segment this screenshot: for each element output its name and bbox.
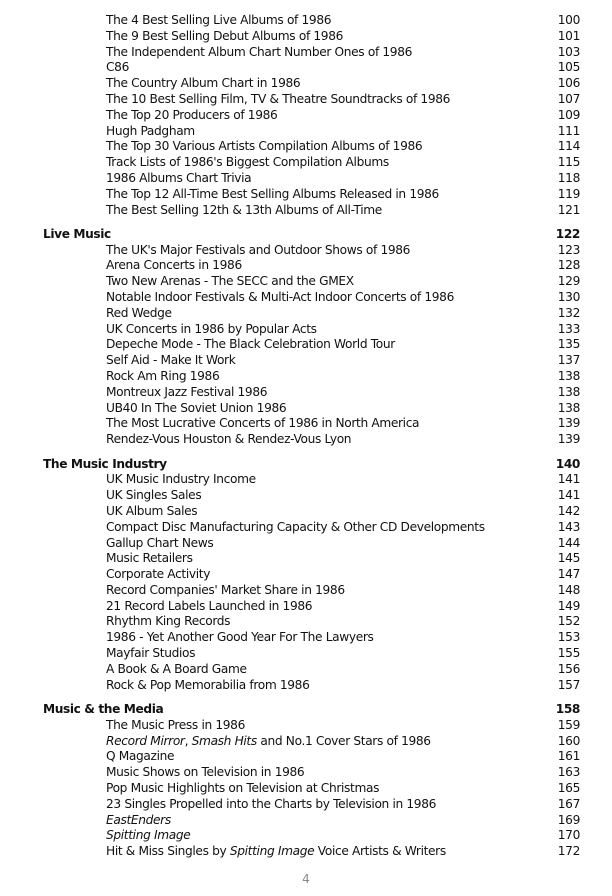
toc-entry[interactable] — [0, 813, 612, 829]
title-text: The Top 20 Producers of 1986 — [106, 107, 278, 122]
toc-entry[interactable] — [0, 155, 612, 171]
toc-section — [0, 702, 612, 860]
title-text: 1986 Albums Chart Trivia — [106, 170, 252, 185]
section-heading[interactable] — [0, 457, 612, 473]
toc-entry-page: 163 — [557, 765, 580, 780]
toc-entry[interactable] — [0, 353, 612, 369]
title-text: 23 Singles Propelled into the Charts by Television in 1986 — [106, 796, 436, 811]
toc-entry-title — [106, 60, 129, 76]
toc-entry-title — [106, 243, 410, 259]
toc-entry-title — [106, 187, 439, 203]
toc-entry-page: 141 — [557, 488, 580, 503]
toc-entry-title — [106, 844, 446, 860]
toc-entry-title — [106, 828, 190, 844]
title-text: Music Retailers — [106, 551, 193, 566]
toc-entry-page: 142 — [557, 503, 580, 518]
toc-entry[interactable] — [0, 718, 612, 734]
toc-entry-title — [106, 108, 277, 124]
title-text: Notable Indoor Festivals & Multi-Act Indoor Concerts of 1986 — [106, 290, 454, 305]
toc-entry-page: 147 — [557, 567, 580, 582]
toc-entry[interactable] — [0, 243, 612, 259]
title-text: The 9 Best Selling Debut Albums of 1986 — [106, 28, 344, 43]
toc-entry-page: 139 — [557, 432, 580, 447]
toc-entry-page: 156 — [557, 661, 580, 676]
toc-entry-page: 133 — [557, 321, 580, 336]
toc-section — [0, 457, 612, 694]
page-number: 4 — [302, 872, 310, 886]
italic-title-text: EastEnders — [106, 812, 171, 827]
toc-entry-page: 167 — [557, 796, 580, 811]
toc-entry-title — [106, 536, 213, 552]
toc-entry-page: 138 — [557, 369, 580, 384]
section-heading-page: 122 — [555, 226, 580, 241]
toc-entry-title — [106, 718, 245, 734]
toc-entry[interactable] — [0, 567, 612, 583]
toc-entry[interactable] — [0, 187, 612, 203]
title-text: The Best Selling 12th & 13th Albums of All-Time — [106, 202, 382, 217]
toc-entry-title — [106, 432, 351, 448]
title-text: The 4 Best Selling Live Albums of 1986 — [106, 13, 332, 27]
title-text: and No.1 Cover Stars of 1986 — [256, 733, 431, 748]
toc-entry[interactable] — [0, 520, 612, 536]
toc-entry[interactable] — [0, 630, 612, 646]
title-text: Pop Music Highlights on Television at Christmas — [106, 780, 380, 795]
toc-entry-title — [106, 322, 317, 338]
toc-entry-title — [106, 678, 309, 694]
toc-entry-page: 138 — [557, 384, 580, 399]
toc-entry[interactable] — [0, 171, 612, 187]
title-text: Depeche Mode - The Black Celebration World Tour — [106, 337, 395, 352]
toc-entry-page: 103 — [557, 44, 580, 59]
title-text: Rendez-Vous Houston & Rendez-Vous Lyon — [106, 432, 352, 447]
toc-entry-title — [106, 765, 304, 781]
toc-entry-page: 148 — [557, 582, 580, 597]
toc-entry[interactable] — [0, 599, 612, 615]
toc-entry-page: 153 — [557, 630, 580, 645]
toc-entry-page: 135 — [557, 337, 580, 352]
toc-entry[interactable] — [0, 60, 612, 76]
toc-entry-title — [106, 203, 382, 219]
toc-entry-title — [106, 369, 219, 385]
toc-entry-page: 161 — [557, 749, 580, 764]
toc-entry[interactable] — [0, 734, 612, 750]
title-text: UK Music Industry Income — [106, 472, 256, 487]
toc-entry[interactable] — [0, 274, 612, 290]
toc-entry-page: 137 — [557, 353, 580, 368]
toc-entry[interactable] — [0, 583, 612, 599]
toc-entry-title — [106, 76, 300, 92]
title-text: Hit & Miss Singles by — [106, 844, 230, 859]
toc-section — [0, 13, 612, 218]
toc-entry[interactable] — [0, 92, 612, 108]
toc-entry-page: 123 — [557, 242, 580, 257]
toc-entry[interactable] — [0, 662, 612, 678]
toc-entry-title — [106, 813, 171, 829]
title-text: , — [184, 733, 192, 748]
italic-title-text: Smash Hits — [191, 733, 257, 748]
toc-entry-title — [106, 781, 379, 797]
title-text: Rock & Pop Memorabilia from 1986 — [106, 677, 310, 692]
toc-entry-page: 144 — [557, 535, 580, 550]
toc-entry-title — [106, 599, 312, 615]
toc-entry[interactable] — [0, 416, 612, 432]
section-heading-page: 158 — [555, 701, 580, 716]
toc-entry-title — [106, 353, 235, 369]
section-heading-title: Live Music — [43, 226, 111, 241]
toc-entry-title — [106, 614, 230, 630]
toc-entry[interactable] — [0, 124, 612, 140]
toc-entry[interactable] — [0, 369, 612, 385]
toc-entry[interactable] — [0, 13, 612, 29]
section-heading-title: Music & the Media — [43, 701, 164, 716]
toc-entry-title — [106, 567, 210, 583]
toc-entry-page: 130 — [557, 290, 580, 305]
toc-entry[interactable] — [0, 828, 612, 844]
toc-entry-title — [106, 258, 242, 274]
toc-entry-page: 160 — [557, 733, 580, 748]
toc-entry-page: 121 — [557, 202, 580, 217]
title-text: Record Companies' Market Share in 1986 — [106, 582, 345, 597]
title-text: The Music Press in 1986 — [106, 717, 245, 732]
table-of-contents — [0, 13, 612, 860]
toc-entry[interactable] — [0, 385, 612, 401]
toc-entry-page: 172 — [557, 844, 580, 859]
toc-entry-title — [106, 472, 256, 488]
title-text: Q Magazine — [106, 749, 175, 764]
toc-entry-title — [106, 749, 174, 765]
title-text: The UK's Major Festivals and Outdoor Shows of 1986 — [106, 242, 411, 257]
toc-entry-title — [106, 401, 286, 417]
toc-entry-page: 115 — [557, 155, 580, 170]
toc-entry-page: 157 — [557, 677, 580, 692]
title-text: Rock Am Ring 1986 — [106, 369, 220, 384]
title-text: Mayfair Studios — [106, 646, 196, 661]
title-text: Music Shows on Television in 1986 — [106, 765, 305, 780]
title-text: The Top 12 All-Time Best Selling Albums Released in 1986 — [106, 186, 439, 201]
title-text: A Book & A Board Game — [106, 661, 247, 676]
toc-entry-page: 145 — [557, 551, 580, 566]
title-text: 21 Record Labels Launched in 1986 — [106, 598, 313, 613]
toc-entry[interactable] — [0, 536, 612, 552]
toc-entry-title — [106, 488, 201, 504]
section-heading[interactable] — [0, 227, 612, 243]
toc-entry-page: 128 — [557, 258, 580, 273]
toc-entry[interactable] — [0, 322, 612, 338]
title-text: Rhythm King Records — [106, 614, 231, 629]
section-heading-page: 140 — [555, 456, 580, 471]
toc-entry-title — [106, 416, 419, 432]
toc-entry-page: 149 — [557, 598, 580, 613]
toc-entry[interactable] — [0, 504, 612, 520]
title-text: Corporate Activity — [106, 567, 211, 582]
toc-entry[interactable] — [0, 139, 612, 155]
toc-entry-title — [106, 630, 374, 646]
toc-entry-title — [106, 797, 436, 813]
toc-entry[interactable] — [0, 551, 612, 567]
toc-entry-title — [106, 45, 412, 61]
title-text: Track Lists of 1986's Biggest Compilation Albums — [106, 155, 389, 170]
toc-entry[interactable] — [0, 844, 612, 860]
toc-entry-title — [106, 29, 343, 45]
toc-entry[interactable] — [0, 337, 612, 353]
toc-entry[interactable] — [0, 797, 612, 813]
toc-entry[interactable] — [0, 432, 612, 448]
toc-entry[interactable] — [0, 749, 612, 765]
toc-entry-page: 107 — [557, 91, 580, 106]
toc-entry-title — [106, 662, 247, 678]
toc-entry[interactable] — [0, 646, 612, 662]
title-text: UB40 In The Soviet Union 1986 — [106, 400, 287, 415]
toc-entry-page: 141 — [557, 472, 580, 487]
title-text: The Independent Album Chart Number Ones of 1986 — [106, 44, 413, 59]
title-text: Montreux Jazz Festival 1986 — [106, 384, 268, 399]
italic-title-text: Spitting Image — [106, 828, 191, 843]
title-text: Red Wedge — [106, 305, 172, 320]
title-text: C86 — [106, 60, 129, 75]
toc-entry-title — [106, 13, 331, 29]
toc-entry-title — [106, 583, 345, 599]
toc-entry-page: 169 — [557, 812, 580, 827]
toc-entry[interactable] — [0, 306, 612, 322]
title-text: The Country Album Chart in 1986 — [106, 76, 301, 91]
toc-entry-title — [106, 306, 172, 322]
title-text: 1986 - Yet Another Good Year For The Lawyers — [106, 630, 374, 645]
toc-entry-title — [106, 92, 450, 108]
toc-entry-page: 119 — [557, 186, 580, 201]
toc-entry-page: 118 — [557, 170, 580, 185]
title-text: UK Singles Sales — [106, 488, 202, 503]
toc-section — [0, 227, 612, 448]
title-text: UK Album Sales — [106, 503, 198, 518]
title-text: The 10 Best Selling Film, TV & Theatre Soundtracks of 1986 — [106, 91, 451, 106]
toc-entry[interactable] — [0, 678, 612, 694]
toc-entry-title — [106, 124, 195, 140]
section-heading-title: The Music Industry — [43, 456, 167, 471]
toc-entry[interactable] — [0, 29, 612, 45]
toc-entry-title — [106, 520, 485, 536]
toc-entry-page: 159 — [557, 717, 580, 732]
toc-entry[interactable] — [0, 76, 612, 92]
toc-entry[interactable] — [0, 765, 612, 781]
toc-entry-page: 101 — [557, 28, 580, 43]
toc-entry-page: 170 — [557, 828, 580, 843]
toc-entry[interactable] — [0, 258, 612, 274]
toc-entry-page: 139 — [557, 416, 580, 431]
toc-entry-title — [106, 385, 267, 401]
toc-entry[interactable] — [0, 401, 612, 417]
toc-entry[interactable] — [0, 781, 612, 797]
toc-entry-page: 143 — [557, 519, 580, 534]
toc-entry-page: 105 — [557, 60, 580, 75]
toc-entry-title — [106, 274, 354, 290]
title-text: Arena Concerts in 1986 — [106, 258, 242, 273]
toc-entry-page: 111 — [557, 123, 580, 138]
toc-entry-title — [106, 734, 431, 750]
toc-entry-title — [106, 337, 395, 353]
toc-entry-title — [106, 139, 422, 155]
title-text: Hugh Padgham — [106, 123, 195, 138]
toc-entry[interactable] — [0, 614, 612, 630]
toc-entry-page: 100 — [557, 13, 580, 27]
toc-entry-page: 152 — [557, 614, 580, 629]
toc-entry[interactable] — [0, 45, 612, 61]
toc-entry-title — [106, 171, 251, 187]
toc-entry-title — [106, 646, 195, 662]
toc-entry-page: 138 — [557, 400, 580, 415]
title-text: The Top 30 Various Artists Compilation Albums of 1986 — [106, 139, 423, 154]
section-heading[interactable] — [0, 702, 612, 718]
toc-entry-page: 129 — [557, 274, 580, 289]
title-text: UK Concerts in 1986 by Popular Acts — [106, 321, 317, 336]
toc-entry-page: 165 — [557, 780, 580, 795]
title-text: The Most Lucrative Concerts of 1986 in North America — [106, 416, 420, 431]
italic-title-text: Record Mirror — [106, 733, 185, 748]
toc-entry-title — [106, 290, 454, 306]
toc-entry[interactable] — [0, 472, 612, 488]
toc-entry-page: 114 — [557, 139, 580, 154]
toc-entry[interactable] — [0, 488, 612, 504]
title-text: Self Aid - Make It Work — [106, 353, 236, 368]
toc-entry[interactable] — [0, 290, 612, 306]
toc-entry-title — [106, 551, 193, 567]
title-text: Gallup Chart News — [106, 535, 214, 550]
toc-entry-title — [106, 155, 389, 171]
toc-entry-page: 132 — [557, 305, 580, 320]
title-text: Two New Arenas - The SECC and the GMEX — [106, 274, 354, 289]
toc-entry-page: 109 — [557, 107, 580, 122]
title-text: Compact Disc Manufacturing Capacity & Other CD Developments — [106, 519, 485, 534]
toc-entry-page: 106 — [557, 76, 580, 91]
toc-entry-page: 155 — [557, 646, 580, 661]
toc-entry[interactable] — [0, 203, 612, 219]
italic-title-text: Spitting Image — [229, 844, 315, 859]
toc-entry-title — [106, 504, 197, 520]
toc-entry[interactable] — [0, 108, 612, 124]
title-text: Voice Artists & Writers — [314, 844, 446, 859]
